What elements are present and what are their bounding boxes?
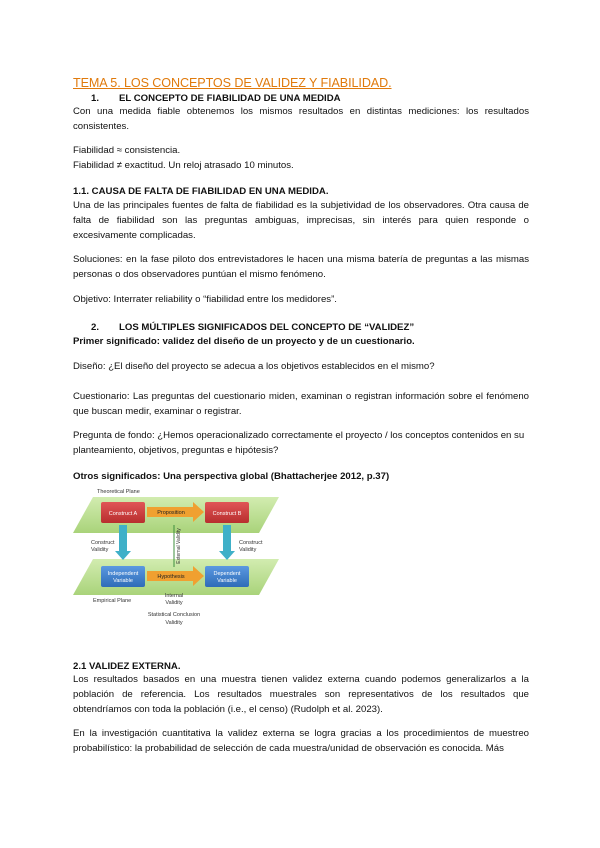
- external-validity-label: External Validity: [176, 528, 182, 564]
- section-2-title: LOS MÚLTIPLES SIGNIFICADOS DEL CONCEPTO DE “VALIDEZ”: [119, 322, 415, 333]
- statistical-validity-2: Validity: [165, 620, 183, 626]
- construct-a-label: Construct A: [108, 511, 138, 517]
- section-2-heading: [73, 320, 529, 335]
- paragraph-soluciones: Soluciones: en la fase piloto dos entrevistadores le hacen una misma batería de preguntas a las mismas personas o dos observadores puntúan el mismo fenómeno.: [73, 254, 529, 280]
- internal-validity-1: Internal: [164, 593, 184, 599]
- otros-significados-heading: Otros significados: Una perspectiva global (Bhattacherjee 2012, p.37): [73, 471, 390, 482]
- paragraph-objetivo: Objetivo: Interrater reliability o “fiabilidad entre los medidores”.: [73, 294, 337, 305]
- paragraph-fiabilidad-def: Con una medida fiable obtenemos los mismos resultados en distintas mediciones: los resultados consistentes.: [73, 106, 529, 132]
- paragraph-cuestionario: Cuestionario: Las preguntas del cuestionario miden, examinan o registran información sobre el fenómeno que buscan medir, examinar o registrar.: [73, 391, 529, 417]
- paragraph-validez-externa: Los resultados basados en una muestra tienen validez externa cuando podemos generalizarlos a la población de referencia. Los resultados muestrales son representativos de los resultados que obtendríamos con toda la población (i.e., el censo) (Rudolph et al. 2023).: [73, 674, 529, 715]
- statistical-validity-1: Statistical Conclusion: [147, 612, 201, 618]
- paragraph-exactitud: Fiabilidad ≠ exactitud. Un reloj atrasado 10 minutos.: [73, 160, 294, 171]
- section-2-1-heading: 2.1 VALIDEZ EXTERNA.: [73, 661, 181, 672]
- hypothesis-label: Hypothesis: [157, 574, 185, 580]
- dependent-label-1: Dependent: [213, 571, 241, 577]
- document-title: TEMA 5. LOS CONCEPTOS DE VALIDEZ Y FIABILIDAD.: [73, 76, 392, 90]
- dependent-label-2: Variable: [217, 578, 237, 584]
- construct-validity-right-1: Construct: [239, 540, 263, 546]
- section-2-subheading: Primer significado: validez del diseño de un proyecto y de un cuestionario.: [73, 336, 415, 347]
- construct-b-label: Construct B: [212, 511, 242, 517]
- empirical-plane-label: Empirical Plane: [93, 598, 132, 604]
- theoretical-plane-label: Theoretical Plane: [97, 489, 140, 495]
- section-1-1-heading: 1.1. CAUSA DE FALTA DE FIABILIDAD EN UNA MEDIDA.: [73, 186, 329, 197]
- construct-validity-right-2: Validity: [239, 547, 257, 553]
- paragraph-diseno: Diseño: ¿El diseño del proyecto se adecua a los objetivos establecidos en el mismo?: [73, 361, 435, 372]
- independent-label-2: Variable: [113, 578, 133, 584]
- construct-validity-left-1: Construct: [91, 540, 115, 546]
- validity-figure: [73, 487, 279, 633]
- proposition-label: Proposition: [157, 510, 185, 516]
- construct-validity-left-2: Validity: [91, 547, 109, 553]
- paragraph-pregunta-fondo: Pregunta de fondo: ¿Hemos operacionalizado correctamente el proyecto / los conceptos contenidos en su planteamiento, objetivos, preguntas e hipótesis?: [73, 430, 525, 456]
- section-1-number: 1.: [91, 93, 100, 104]
- independent-label-1: Independent: [107, 571, 139, 577]
- paragraph-consistencia: Fiabilidad ≈ consistencia.: [73, 145, 181, 156]
- internal-validity-2: Validity: [165, 600, 183, 606]
- paragraph-muestreo: En la investigación cuantitativa la validez externa se logra gracias a los procedimientos de muestreo probabilístico: la probabilidad de selección de cada muestra/unidad de observación es conocida. Más: [73, 728, 529, 754]
- paragraph-causas: Una de las principales fuentes de falta de fiabilidad es la subjetividad de los observadores. Otra causa de falta de fiabilidad son las preguntas ambiguas, imprecisas, sin interés para quien responde o excesivamente complicadas.: [73, 200, 529, 241]
- section-2-number: 2.: [91, 322, 100, 333]
- section-1-title: EL CONCEPTO DE FIABILIDAD DE UNA MEDIDA: [119, 93, 341, 104]
